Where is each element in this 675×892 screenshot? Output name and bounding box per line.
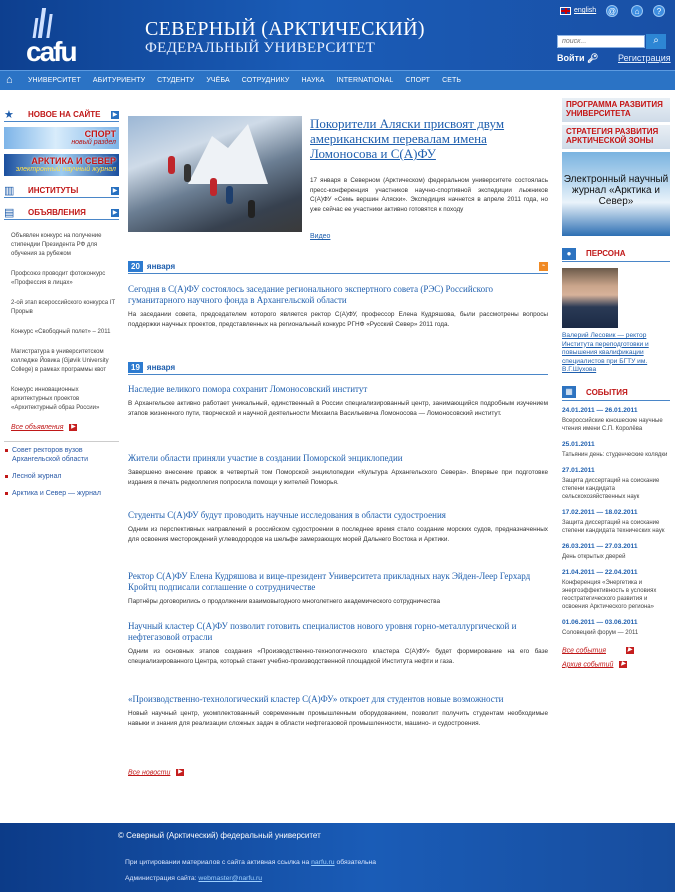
events-archive-link[interactable]: Архив событий bbox=[562, 661, 614, 669]
news-title[interactable]: Студенты С(А)ФУ будут проводить научные исследования в области судостроения bbox=[128, 510, 446, 520]
help-icon[interactable]: ? bbox=[653, 5, 665, 17]
uk-flag-icon[interactable] bbox=[560, 7, 571, 15]
footer-copyright: © Северный (Арктический) федеральный университет bbox=[118, 831, 321, 840]
site-footer bbox=[0, 823, 675, 892]
news-text: Одним из основных этапов создания «Производственно-технологического кластера С(А)ФУ» будет формирование на его базе специализированного Центра, который станет учебно-производственной площадкой Института нефти и газа. bbox=[128, 648, 548, 665]
event-item[interactable] bbox=[562, 407, 670, 433]
narfu-link[interactable]: narfu.ru bbox=[311, 859, 335, 866]
arrow-right-icon[interactable]: ▶ bbox=[621, 660, 626, 667]
university-name-line2: ФЕДЕРАЛЬНЫЙ УНИВЕРСИТЕТ bbox=[145, 40, 376, 56]
book-icon: ▤ bbox=[4, 206, 15, 219]
event-name: День открытых дверей bbox=[562, 553, 626, 560]
sitemap-icon[interactable]: ⌂ bbox=[631, 5, 643, 17]
event-item[interactable] bbox=[562, 619, 670, 637]
register-link[interactable]: Регистрация bbox=[618, 53, 671, 63]
news-text: Завершено внесение правок в четвертый том Поморской энциклопедии «Культура Архангельского Севера». Впервые при подготовке издания в печать редколлегия попросила помощи у жителей Поморья. bbox=[128, 469, 548, 486]
all-events-link[interactable]: Все события bbox=[562, 646, 606, 654]
search-icon: ⌕ bbox=[653, 35, 659, 46]
event-name: Защита диссертаций на соискание степени кандидата сельскохозяйственных наук bbox=[562, 477, 660, 500]
news-text: На заседании совета, председателем которого является ректор С(А)ФУ, профессор Елена Кудряшова, были рассмотрены вопросы поддержки научных проектов, представленных на региональный конкурс РГНФ «Русский Север» 2011 года. bbox=[128, 311, 548, 328]
strategy-banner-text: СТРАТЕГИЯ РАЗВИТИЯ АРКТИЧЕСКОЙ ЗОНЫ bbox=[566, 127, 659, 145]
nav-student[interactable]: СТУДЕНТУ bbox=[157, 77, 195, 84]
quote-prefix: При цитировании материалов с сайта активная ссылка на bbox=[125, 859, 312, 866]
footer-admin bbox=[125, 875, 262, 882]
strategy-banner[interactable] bbox=[562, 125, 670, 149]
university-logo[interactable] bbox=[26, 6, 94, 66]
news-item bbox=[128, 571, 548, 607]
arrow-right-icon: ▶ bbox=[112, 111, 118, 118]
nav-applicant[interactable]: АБИТУРИЕНТУ bbox=[92, 77, 146, 84]
arctic-banner-title: АРКТИКА И СЕВЕР bbox=[31, 156, 116, 166]
login-link[interactable] bbox=[557, 53, 598, 64]
main-navigation bbox=[0, 70, 675, 90]
link-forest-journal[interactable]: Лесной журнал bbox=[4, 472, 119, 481]
all-announcements-link[interactable]: Все объявления bbox=[11, 424, 64, 432]
footer-quote-note bbox=[125, 859, 376, 866]
program-banner[interactable] bbox=[562, 98, 670, 122]
news-title[interactable]: Сегодня в С(А)ФУ состоялось заседание регионального экспертного совета (РЭС) Российского гуманитарного научного фонда в Архангельской области bbox=[128, 284, 494, 305]
announcement-item[interactable]: Профсоюз проводит фотоконкурс «Профессия в лицах» bbox=[11, 271, 106, 286]
news-text: Партнёры договорились о продолжении взаимовыгодного многолетнего академического сотрудничества bbox=[128, 598, 441, 605]
nav-network[interactable]: СЕТЬ bbox=[442, 77, 462, 84]
link-arctic-journal[interactable]: Арктика и Север — журнал bbox=[4, 489, 119, 498]
search-input[interactable]: поиск... bbox=[557, 35, 645, 48]
event-date: 24.01.2011 — 26.01.2011 bbox=[562, 406, 638, 414]
news-title[interactable]: Научный кластер С(А)ФУ позволит готовить специалистов нового уровня горно-металлургической и нефтегазовой отрасли bbox=[128, 621, 517, 642]
event-item[interactable] bbox=[562, 441, 670, 459]
new-on-site-header[interactable] bbox=[4, 108, 119, 122]
arrow-right-icon: ▶ bbox=[112, 209, 118, 216]
search-button[interactable] bbox=[646, 34, 666, 49]
event-date: 01.06.2011 — 03.06.2011 bbox=[562, 618, 638, 626]
news-title[interactable]: Наследие великого помора сохранит Ломоносовский институт bbox=[128, 384, 368, 394]
news-text: Одним из перспективных направлений в российском судостроении в последнее время стало создание морских судов, предназначенных для освоения месторождений углеводородов на шельфе замерзающих морей Дальнего Востока и Арктики. bbox=[128, 526, 548, 543]
institutes-title: ИНСТИТУТЫ bbox=[28, 186, 79, 195]
right-column bbox=[562, 98, 670, 675]
building-icon: ▥ bbox=[4, 184, 15, 197]
news-item bbox=[128, 694, 548, 728]
mail-icon[interactable]: @ bbox=[607, 7, 617, 16]
institutes-header[interactable] bbox=[4, 184, 119, 198]
announcement-item[interactable]: 2-ой этап всероссийского конкурса IT Прорыв bbox=[11, 300, 116, 315]
event-date: 26.03.2011 — 27.03.2011 bbox=[562, 542, 638, 550]
top-news-text: 17 января в Северном (Арктическом) федеральном университете состоялась пресс-конференция участников научно-спортивной экспедиции лыжников С(А)ФУ «Семь вершин Аляски». Экспедиция начнется в апреле 2011 года, но уже сейчас ее участники активно готовятся к походу bbox=[310, 177, 548, 213]
news-title[interactable]: «Производственно-технологический кластер С(А)ФУ» откроет для студентов новые возможности bbox=[128, 694, 504, 704]
nav-employee[interactable]: СОТРУДНИКУ bbox=[241, 77, 290, 84]
left-column bbox=[4, 108, 119, 506]
date-month: января bbox=[146, 262, 176, 271]
top-news-title[interactable]: Покорители Аляски присвоят двум американским перевалам имена Ломоносова и С(А)ФУ bbox=[310, 116, 505, 161]
event-name: Конференция «Энергетика и энергоэффективность в условиях геостратегического развития и освоения Арктического региона» bbox=[562, 579, 657, 610]
announcement-item[interactable]: Конкурс «Свободный полет» – 2011 bbox=[11, 329, 111, 335]
event-item[interactable] bbox=[562, 543, 670, 561]
news-title[interactable]: Жители области приняли участие в создании Поморской энциклопедии bbox=[128, 453, 403, 463]
quote-suffix: обязательна bbox=[334, 859, 377, 866]
admin-prefix: Администрация сайта: bbox=[125, 875, 199, 882]
news-text: Новый научный центр, укомплектованный современным промышленным оборудованием, позволит получить студентам необходимые навыки и знания для реализации сложных задач в области нефтегазовой промышленности, машино- и судостроения. bbox=[128, 710, 548, 727]
nav-science[interactable]: НАУКА bbox=[301, 77, 325, 84]
date-number: 20 bbox=[128, 261, 143, 272]
admin-email-link[interactable]: webmaster@narfu.ru bbox=[198, 875, 262, 882]
date-header bbox=[128, 361, 548, 375]
event-date: 27.01.2011 bbox=[562, 466, 595, 474]
persona-photo[interactable] bbox=[562, 268, 618, 328]
sport-banner[interactable] bbox=[4, 127, 119, 149]
link-rectors-council[interactable]: Совет ректоров вузов Архангельской области bbox=[4, 446, 119, 464]
key-icon: 🔑︎ bbox=[587, 53, 599, 63]
event-name: Защита диссертаций на соискание степени кандидата технических наук bbox=[562, 519, 665, 534]
journal-banner-text: Электронный научный журнал «Арктика и Север» bbox=[563, 174, 669, 207]
date-header bbox=[128, 260, 548, 274]
arrow-right-icon: ▶ bbox=[112, 187, 118, 194]
date-number: 19 bbox=[128, 362, 143, 373]
event-item[interactable] bbox=[562, 569, 670, 611]
nav-international[interactable]: INTERNATIONAL bbox=[336, 77, 394, 84]
nav-university[interactable]: УНИВЕРСИТЕТ bbox=[28, 77, 81, 84]
home-icon[interactable]: ⌂ bbox=[6, 74, 13, 86]
arrow-right-icon[interactable]: ▶ bbox=[627, 646, 633, 653]
news-title[interactable]: Ректор С(А)ФУ Елена Кудряшова и вице-президент Университета прикладных наук Эйден-Леер Герхард Кройтц подписали соглашение о сотрудничестве bbox=[128, 571, 531, 592]
person-icon: ● bbox=[562, 248, 576, 260]
university-name-line1: СЕВЕРНЫЙ (АРКТИЧЕСКИЙ) bbox=[145, 18, 425, 40]
rss-icon[interactable]: ⌁ bbox=[539, 262, 548, 271]
announcements-title: ОБЪЯВЛЕНИЯ bbox=[28, 208, 86, 217]
sport-banner-subtitle: новый раздел bbox=[71, 139, 116, 146]
site-header bbox=[0, 0, 675, 70]
login-label: Войти bbox=[557, 53, 585, 63]
announcement-item[interactable]: Магистратура в университетском колледже Йовика (Gjøvik University College) в рамках программы квот bbox=[11, 349, 109, 373]
events-title: СОБЫТИЯ bbox=[586, 387, 628, 397]
event-date: 17.02.2011 — 18.02.2011 bbox=[562, 508, 638, 516]
event-name: Всероссийские юношеские научные чтения имени С.П. Королёва bbox=[562, 417, 663, 432]
nav-study[interactable]: УЧЁБА bbox=[206, 77, 230, 84]
news-item bbox=[128, 510, 548, 544]
nav-sport[interactable]: СПОРТ bbox=[405, 77, 431, 84]
persona-name[interactable]: Валерий Лесовик — ректор Института переподготовки и повышения квалификации специалистов при БГТУ им. В.Г.Шухова bbox=[562, 332, 649, 373]
left-links bbox=[4, 441, 119, 498]
news-item bbox=[128, 384, 548, 418]
program-banner-text: ПРОГРАММА РАЗВИТИЯ УНИВЕРСИТЕТА bbox=[566, 100, 663, 118]
event-date: 25.01.2011 bbox=[562, 440, 595, 448]
arrow-right-icon[interactable]: ▶ bbox=[178, 769, 183, 775]
announcement-item[interactable]: Объявлен конкурс на получение стипендии Президента РФ для обучения за рубежом bbox=[11, 233, 102, 257]
news-text: В Архангельске активно работает уникальный, единственный в России специализированный центр, занимающийся подробным изучением этапов жизненного пути, творческой и научной деятельности Михаила Васильевича Ломоносова — Ломоносовский институт. bbox=[128, 400, 548, 417]
arctic-banner-subtitle: электронный научный журнал bbox=[15, 166, 116, 173]
news-item bbox=[128, 621, 548, 666]
event-name: Татьянин день: студенческие колядки bbox=[562, 451, 668, 458]
event-item[interactable] bbox=[562, 467, 670, 501]
all-news-link[interactable]: Все новости bbox=[128, 769, 171, 777]
persona-header bbox=[562, 246, 670, 262]
date-month: января bbox=[146, 363, 176, 372]
events-header bbox=[562, 385, 670, 401]
event-date: 21.04.2011 — 22.04.2011 bbox=[562, 568, 638, 576]
logo-text: cafu bbox=[26, 36, 76, 67]
arctic-banner[interactable] bbox=[4, 154, 119, 176]
announcements-header[interactable] bbox=[4, 206, 119, 220]
journal-banner[interactable] bbox=[562, 152, 670, 236]
new-on-site-title: НОВОЕ НА САЙТЕ bbox=[28, 110, 101, 119]
arrow-right-icon[interactable]: ▶ bbox=[71, 424, 76, 430]
calendar-icon: ▦ bbox=[562, 386, 576, 398]
event-name: Соловецкий форум — 2011 bbox=[562, 629, 639, 636]
english-link[interactable]: english bbox=[574, 7, 597, 14]
star-icon: ★ bbox=[4, 108, 14, 121]
news-item bbox=[128, 284, 548, 329]
sport-banner-title: СПОРТ bbox=[84, 129, 116, 139]
persona-title: ПЕРСОНА bbox=[586, 249, 626, 258]
announcement-item[interactable]: Конкурс инновационных архитектурных проектов «Архитектурный образ России» bbox=[11, 387, 100, 411]
news-item bbox=[128, 453, 548, 487]
event-item[interactable] bbox=[562, 509, 670, 535]
top-news-image[interactable] bbox=[128, 116, 302, 232]
video-link[interactable]: Видео bbox=[310, 233, 331, 240]
